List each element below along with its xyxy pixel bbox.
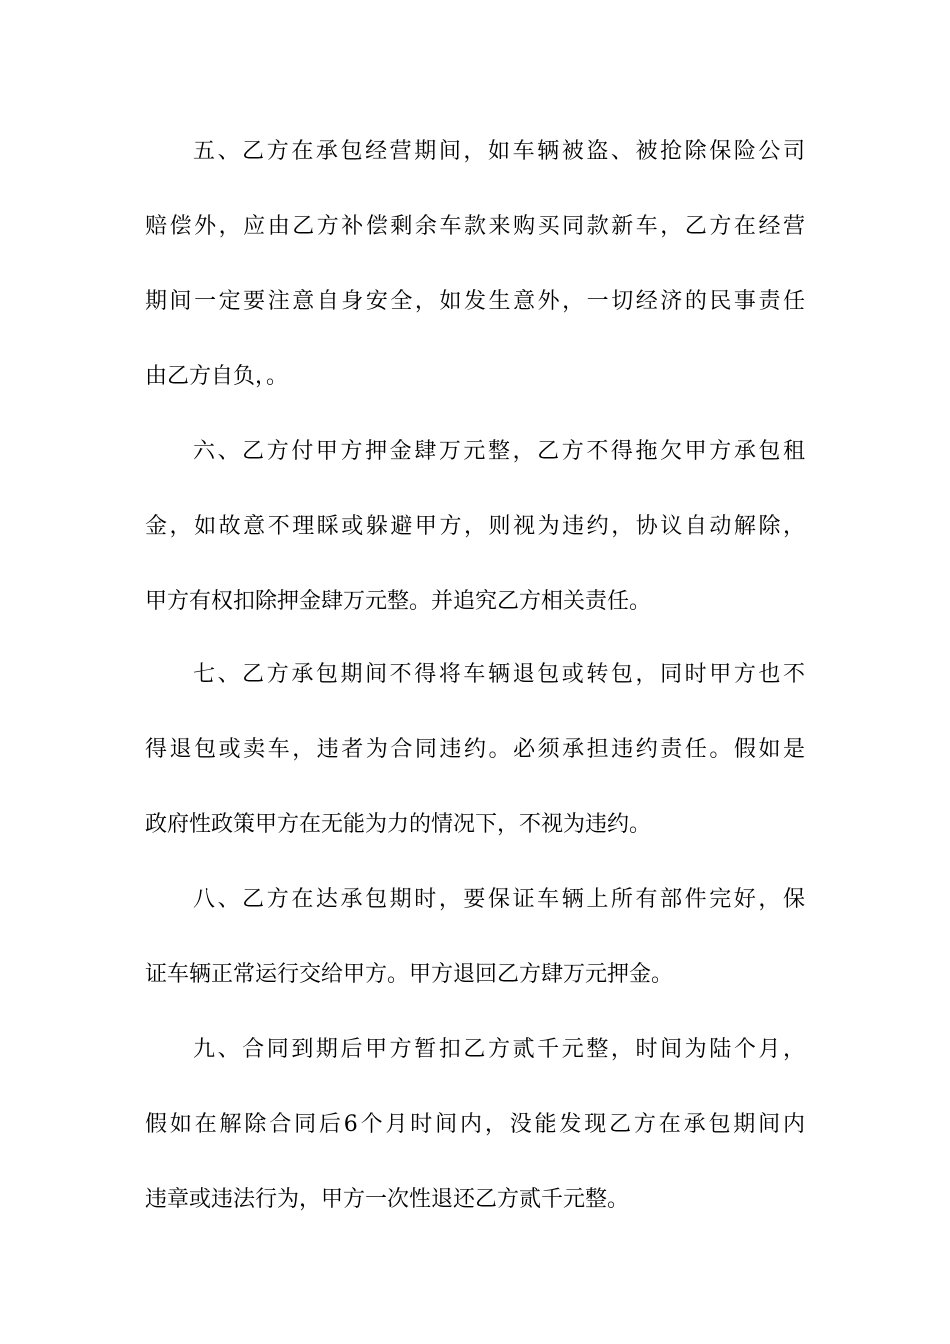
clause-7-line-3: 政府性政策甲方在无能为力的情况下，不视为违约。 <box>145 812 652 837</box>
clause-5-line-2: 赔偿外，应由乙方补偿剩余车款来购买同款新车，乙方在经营 <box>145 214 805 239</box>
clause-8-line-1: 八、乙方在达承包期时，要保证车辆上所有部件完好，保 <box>193 887 805 912</box>
clause-7-line-1: 七、乙方承包期间不得将车辆退包或转包，同时甲方也不 <box>193 662 805 687</box>
clause-7-line-2: 得退包或卖车，违者为合同违约。必须承担违约责任。假如是 <box>145 737 805 762</box>
clause-6-line-1: 六、乙方付甲方押金肆万元整，乙方不得拖欠甲方承包租 <box>193 439 805 464</box>
clause-5-line-4: 由乙方自负，。 <box>145 364 289 389</box>
clause-5-line-3: 期间一定要注意自身安全，如发生意外，一切经济的民事责任 <box>145 289 805 314</box>
clause-9-line-3: 违章或违法行为，甲方一次性退还乙方贰千元整。 <box>145 1187 630 1212</box>
clause-9-line-2: 假如在解除合同后6个月时间内，没能发现乙方在承包期间内 <box>145 1112 805 1137</box>
clause-6-line-2: 金，如故意不理睬或躲避甲方，则视为违约，协议自动解除， <box>145 514 805 539</box>
clause-8-line-2: 证车辆正常运行交给甲方。甲方退回乙方肆万元押金。 <box>145 962 674 987</box>
clause-6-line-3: 甲方有权扣除押金肆万元整。并追究乙方相关责任。 <box>145 589 652 614</box>
clause-9-line-1: 九、合同到期后甲方暂扣乙方贰千元整，时间为陆个月， <box>193 1037 805 1062</box>
clause-5-line-1: 五、乙方在承包经营期间，如车辆被盗、被抢除保险公司 <box>193 139 805 164</box>
